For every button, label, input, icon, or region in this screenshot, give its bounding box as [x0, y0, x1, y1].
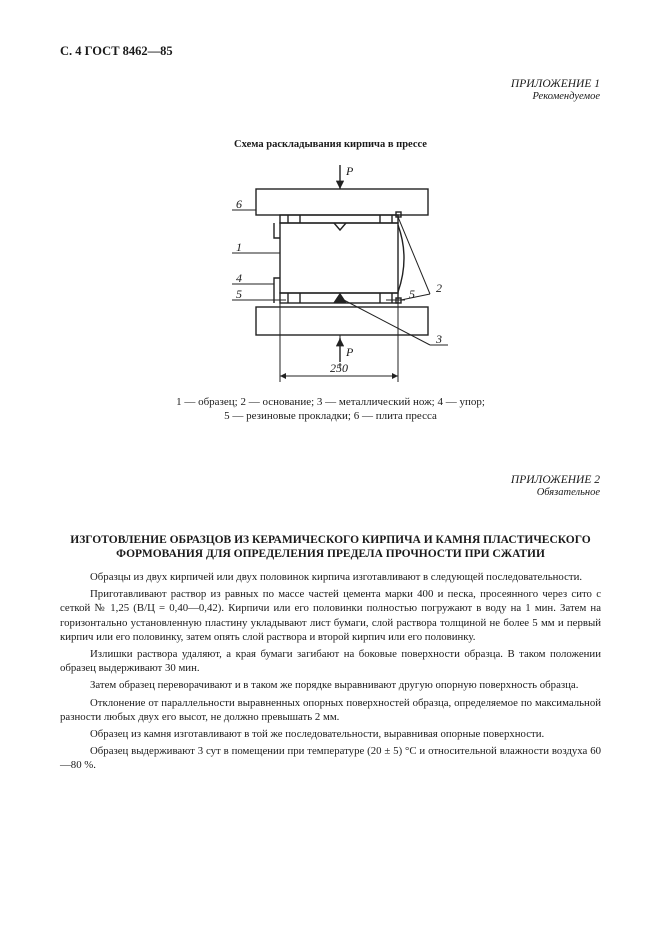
- top-press-plate: [256, 189, 428, 215]
- label-p-top: P: [346, 164, 354, 178]
- page-header: С. 4 ГОСТ 8462—85: [60, 44, 173, 58]
- lower-stop: [274, 278, 280, 303]
- paragraph: Приготавливают раствор из равных по массе частей цемента марки 400 и песка, просеянного через сито с сеткой № 1,25 (В/Ц = 0,40—0,42). Кирпичи или его половинки полностью погружают в воду на 1 мин. Затем на горизонтально установленную пластину укладывают лист бумаги, слой раствора толщиной не более 5 мм и первый кирпич или его половинку, затем опять слой раствора и второй кирпич или его половинку.: [60, 588, 601, 643]
- label-3: 3: [436, 332, 442, 346]
- appendix-2-subtitle: Обязательное: [536, 487, 600, 498]
- label-5-right: 5: [409, 287, 415, 301]
- figure-title: Схема раскладывания кирпича в прессе: [234, 139, 427, 150]
- appendix-1-title: ПРИЛОЖЕНИЕ 1: [510, 78, 600, 90]
- figure-legend-line-1: 1 — образец; 2 — основание; 3 — металлический нож; 4 — упор;: [176, 396, 485, 408]
- label-4: 4: [236, 271, 242, 285]
- upper-stop: [274, 223, 280, 238]
- section-title-line-2: ФОРМОВАНИЯ ДЛЯ ОПРЕДЕЛЕНИЯ ПРЕДЕЛА ПРОЧНОСТИ ПРИ СЖАТИИ: [116, 548, 545, 560]
- paragraph: Затем образец переворачивают и в таком же порядке выравнивают другую опорную поверхность образца.: [90, 679, 579, 692]
- press-diagram: [0, 0, 661, 400]
- label-1: 1: [236, 240, 242, 254]
- label-p-bottom: P: [346, 345, 354, 359]
- label-6: 6: [236, 197, 242, 211]
- paragraph: Образец из камня изготавливают в той же последовательности, выравнивая опорные поверхности.: [90, 728, 545, 741]
- specimen-curve: [398, 225, 404, 292]
- label-dimension: 250: [330, 361, 348, 375]
- appendix-1-subtitle: Рекомендуемое: [532, 91, 600, 102]
- paragraph: Образец выдерживают 3 сут в помещении при температуре (20 ± 5) °С и относительной влажности воздуха 60—80 %.: [60, 745, 601, 772]
- paragraph: Излишки раствора удаляют, а края бумаги загибают на боковые поверхности образца. В таком положении образец выдерживают 30 мин.: [60, 648, 601, 675]
- label-2: 2: [436, 281, 442, 295]
- specimen: [280, 223, 398, 293]
- paragraph: Образцы из двух кирпичей или двух половинок кирпича изготавливают в следующей последовательности.: [90, 571, 583, 583]
- label-5-left: 5: [236, 287, 242, 301]
- paragraph: Отклонение от параллельности выравненных опорных поверхностей образца, определяемое по максимальной разности любых двух его высот, не должно превышать 2 мм.: [60, 696, 601, 723]
- upper-knife: [334, 223, 346, 230]
- body-text: [60, 570, 601, 776]
- appendix-2-title: ПРИЛОЖЕНИЕ 2: [510, 474, 600, 486]
- section-title-line-1: ИЗГОТОВЛЕНИЕ ОБРАЗЦОВ ИЗ КЕРАМИЧЕСКОГО КИРПИЧА И КАМНЯ ПЛАСТИЧЕСКОГО: [70, 534, 591, 546]
- section-title: [60, 533, 601, 561]
- figure-legend-line-2: 5 — резиновые прокладки; 6 — плита пресса: [224, 410, 437, 422]
